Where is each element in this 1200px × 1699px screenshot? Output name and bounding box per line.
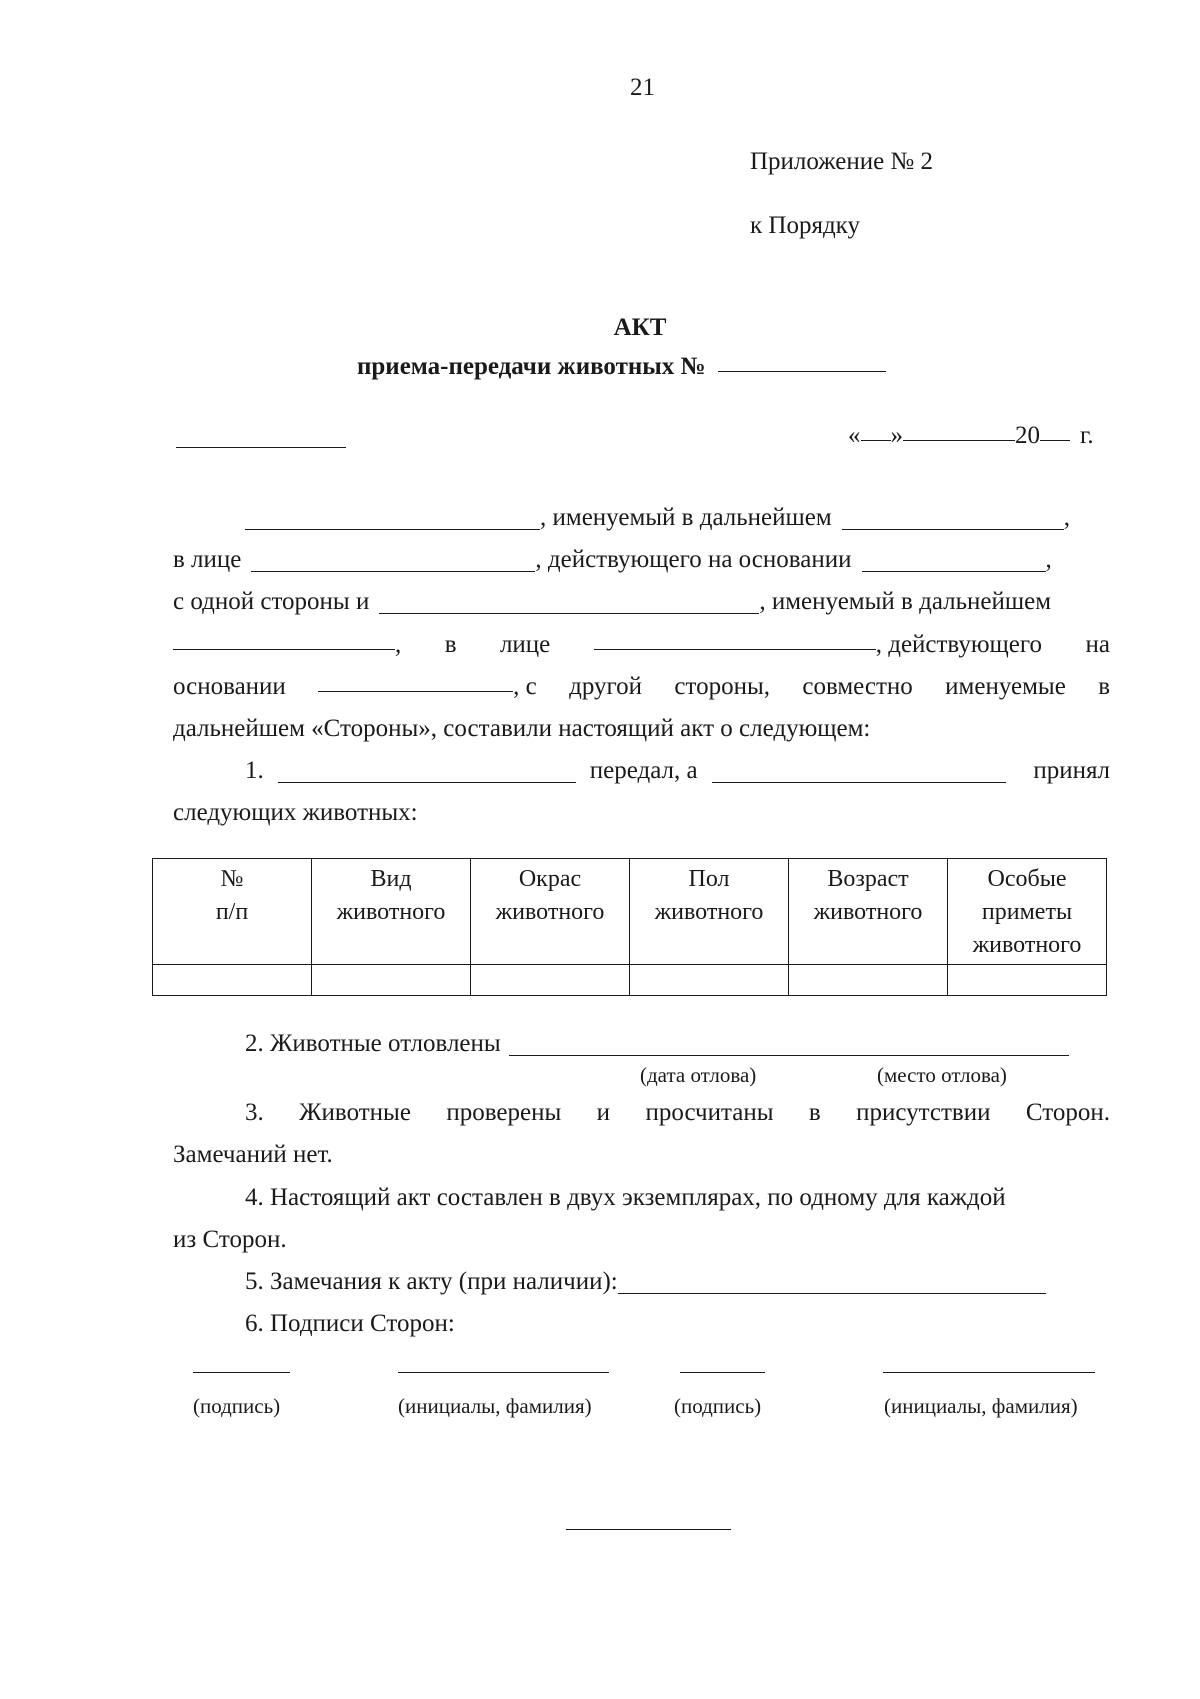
closing-separator — [566, 1529, 731, 1530]
col-header-marks-l1: Особые — [987, 866, 1067, 892]
col-header-number-l1: № — [220, 866, 244, 892]
item1-number: 1. — [245, 757, 264, 784]
item1-sender-field[interactable] — [278, 781, 576, 783]
party1-basis-comma: , — [1045, 546, 1052, 573]
col-header-number — [153, 859, 312, 965]
party1-representative-field[interactable] — [251, 570, 535, 572]
date-year-suffix: г. — [1080, 422, 1094, 449]
item3-line — [245, 1095, 1110, 1127]
date-year-prefix: 20 — [1015, 422, 1040, 449]
animals-table-header-row — [153, 859, 1107, 965]
col-header-species — [312, 859, 471, 965]
place-field[interactable] — [176, 447, 346, 448]
cell-number[interactable] — [153, 965, 312, 996]
col-header-age — [789, 859, 948, 965]
word-other: другой — [569, 673, 643, 700]
party2-litse-text: лице — [499, 631, 551, 658]
document-title: АКТ — [613, 314, 667, 341]
item3-word-1: Животные — [299, 1099, 411, 1126]
parties-line-6: дальнейшем «Стороны», составили настоящий акт о следующем: — [173, 715, 871, 742]
item2-hint-date: (дата отлова) — [640, 1063, 757, 1087]
word-in: в — [1098, 673, 1110, 700]
party1-comma: , — [1063, 504, 1070, 531]
item2-line — [245, 1026, 1110, 1058]
party2-acting-text: , действующего — [875, 631, 1043, 658]
party1-short-name-field[interactable] — [842, 528, 1064, 530]
col-header-color-l2: животного — [495, 899, 605, 925]
name1-line[interactable] — [398, 1372, 609, 1373]
item5-text: 5. Замечания к акту (при наличии): — [245, 1268, 618, 1295]
party2-short-name-field[interactable] — [173, 648, 395, 650]
item3-word-4: просчитаны — [645, 1099, 774, 1126]
item2-hint-place: (место отлова) — [877, 1063, 1007, 1087]
item4-line: 4. Настоящий акт составлен в двух экземплярах, по одному для каждой — [245, 1184, 1006, 1211]
col-header-sex-l2: животного — [654, 899, 764, 925]
party1-name-field[interactable] — [245, 528, 540, 530]
col-header-age-l2: животного — [813, 899, 923, 925]
item3-number: 3. — [245, 1099, 264, 1126]
date-quote-open: « — [848, 422, 861, 449]
party2-representative-group — [594, 631, 1042, 659]
name2-line[interactable] — [883, 1372, 1095, 1373]
page-number: 21 — [630, 74, 655, 101]
col-header-sex-l1: Пол — [688, 866, 730, 892]
cell-sex[interactable] — [630, 965, 789, 996]
col-header-age-l1: Возраст — [827, 866, 909, 892]
parties-line-1 — [173, 500, 1110, 532]
animals-table — [152, 858, 1107, 996]
col-header-color — [471, 859, 630, 965]
document-subtitle-text: приема-передачи животных № — [357, 353, 706, 380]
party2-representative-field[interactable] — [594, 648, 876, 650]
item3-word-7: Сторон. — [1025, 1099, 1110, 1126]
name2-caption: (инициалы, фамилия) — [884, 1394, 1078, 1418]
item1-line — [245, 753, 1110, 785]
name1-caption: (инициалы, фамилия) — [398, 1394, 592, 1418]
cell-species[interactable] — [312, 965, 471, 996]
party2-basis-text: основании — [173, 673, 286, 700]
col-header-marks — [948, 859, 1107, 965]
item3-word-3: и — [596, 1099, 611, 1126]
cell-age[interactable] — [789, 965, 948, 996]
party2-basis-field[interactable] — [318, 690, 513, 692]
col-header-species-l1: Вид — [370, 866, 412, 892]
parties-line-2 — [173, 542, 1110, 574]
parties-line-4 — [173, 627, 1110, 659]
item6-line: 6. Подписи Сторон: — [245, 1310, 455, 1337]
signature2-line[interactable] — [680, 1372, 765, 1373]
col-header-color-l1: Окрас — [518, 866, 582, 892]
party2-named-text: , именуемый в дальнейшем — [759, 588, 1052, 615]
appendix-number: Приложение № 2 — [750, 148, 934, 175]
parties-line-3 — [173, 584, 1110, 616]
col-header-marks-l3: животного — [972, 932, 1082, 958]
date-year-field[interactable] — [1040, 439, 1070, 441]
date-day-field[interactable] — [861, 439, 891, 441]
party2-v-text: в — [444, 631, 457, 658]
party2-na-text: на — [1085, 631, 1110, 658]
item3-word-6: присутствии — [856, 1099, 991, 1126]
signature1-caption: (подпись) — [193, 1394, 281, 1418]
word-side: стороны, — [674, 673, 771, 700]
item2-text: 2. Животные отловлены — [245, 1030, 501, 1057]
one-side-text: с одной стороны и — [173, 588, 370, 615]
date-line — [848, 422, 1094, 450]
party2-name-field[interactable] — [379, 612, 759, 614]
cell-color[interactable] — [471, 965, 630, 996]
item5-line — [245, 1264, 1110, 1296]
cell-marks[interactable] — [948, 965, 1107, 996]
party2-basis-group — [318, 673, 537, 701]
word-named: именуемые — [945, 673, 1066, 700]
word-s: , с — [513, 673, 537, 700]
document-subtitle — [357, 353, 886, 381]
item5-remarks-field[interactable] — [618, 1292, 1046, 1294]
item2-capture-field[interactable] — [509, 1054, 1069, 1056]
col-header-number-l2: п/п — [215, 899, 249, 925]
table-row — [153, 965, 1107, 996]
appendix-reference: к Порядку — [750, 212, 860, 239]
party1-acting-text: , действующего на основании — [535, 546, 852, 573]
act-number-field[interactable] — [718, 370, 886, 372]
word-jointly: совместно — [802, 673, 913, 700]
item3-word-2: проверены — [446, 1099, 562, 1126]
signature1-line[interactable] — [193, 1372, 290, 1373]
date-quote-close: » — [890, 422, 903, 449]
parties-line-5 — [173, 669, 1110, 701]
col-header-sex — [630, 859, 789, 965]
party2-short-name-group — [173, 631, 401, 659]
signature2-caption: (подпись) — [674, 1394, 762, 1418]
col-header-species-l2: животного — [336, 899, 446, 925]
item3-word-5: в — [808, 1099, 821, 1126]
item1-transferred-text: передал, а — [589, 757, 698, 784]
party2-short-comma: , — [395, 631, 402, 658]
col-header-marks-l2: приметы — [981, 899, 1073, 925]
item1-continuation: следующих животных: — [173, 799, 418, 826]
party1-named-text: , именуемый в дальнейшем — [540, 504, 832, 531]
item3-continuation: Замечаний нет. — [173, 1141, 333, 1168]
item1-accepted-text: принял — [1033, 757, 1110, 784]
item4-continuation: из Сторон. — [173, 1226, 287, 1253]
party1-basis-field[interactable] — [862, 570, 1046, 572]
date-month-field[interactable] — [903, 439, 1015, 441]
item1-receiver-field[interactable] — [712, 781, 1006, 783]
party1-in-person-text: в лице — [173, 546, 242, 573]
